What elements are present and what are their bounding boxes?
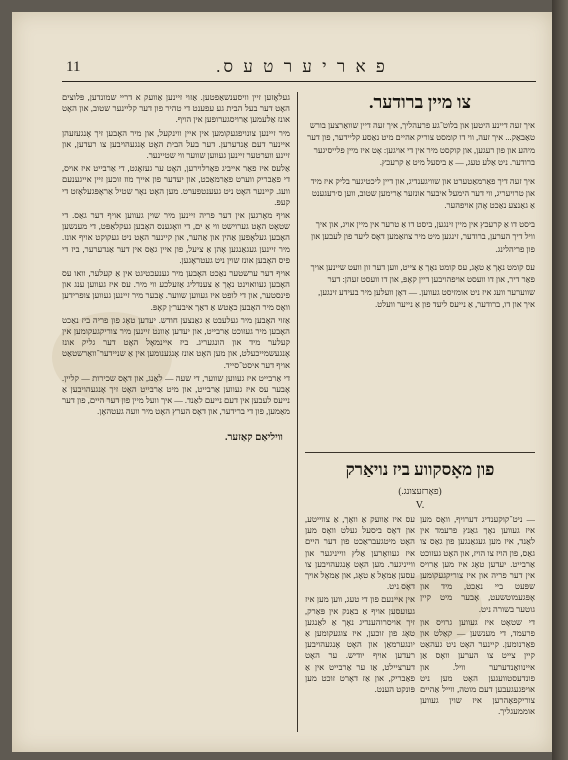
column-divider [297,92,298,732]
poem-stanza: ביסט דו אַ קרעכץ אין מיין זינגען, ביסט דו אַ טרער אין מיין אויג, און איך וויל דיך הערען, ברודער, זינגען מיט מיר צוזאַמען דאָס ליעד פון לעבען און פון פריהלינג. [310,219,535,254]
story-chapter: V. [415,500,425,511]
story-subtitle: (פאָרזעצונג.) [398,486,442,496]
book-spine [552,0,568,760]
poem-title: צו מיין ברודער. [368,92,472,112]
paragraph: — ניט־קוקענדיג דערויף, וואָס מען איז געווען נאָך גאַנץ פרעמד אין לאַנד, איז מען געגאַנגען פון גאַס צו גאַס, פון הויז צו הויז, און האָט געזוכט אַרבייט. יעדען טאָג איז מען אַרויס אין דער פריה און איז צוריקגעקומען שפּעט ביי נאַכט, מיד און אָפּגעמוטשעט, אָבער מיט קיין גוטער בשורה ניט. [420,515,535,614]
paragraph: די שטאָט איז געווען גרויס און פרעמד, די מענשען — קאַלט און פאַרנומען. קיינער האָט ניט געהאַט קיין צייט צו הערען וואָס אַן איינוואַנדערער וויל. און פונדעסטוועגען האָט מען ניט אויפגעגעבען דעם מוטה, ווייל אַהיים צוריקפאָהרען איז שוין געווען אוממעגליך. [420,617,535,717]
story-middle-column [305,514,415,736]
page-number: 11 [66,59,81,75]
poem-body [305,120,535,318]
paragraph: געלאָזען זיין וויסענשאַפטען. אַזוי זיינען אַוועק א דריי שמונדען, פּלוצים האָט דער בעל הבית גע עפענט די טהיר פון דער קליינער שטוב, און האָט אונז אַלעמען אַרויסגערופען אין הויף. [62,93,290,125]
poem-author: וויליאַם קאַזער. [225,432,283,443]
poem-stanza: עס קומט נאָך אַ טאָג, עס קומט נאָך אַ צייט, ווען דער זון וועט שיינען אויך פאַר דיר, און דו וועסט אויפהויבען דיין קאָפּ, און דו וועסט זעהן: דער שווערער וועג איז ניט אומזיסט געווען. — דאָן וועלען מיר בעידע זינגען, איך און דו, ברודער, אַ נייעס ליעד פון אַ נייער וועלט. [310,263,535,310]
paragraph: אַלעס איז פאַר אייביג פאַרלוירען, האָט ער געזאָגט, די אַרבייט איז אויס, די פאַבריק ווערט פאַרמאַכט, און יעדער פון אייך מוז זוכען זיין אייגענעם וועג. קיינער האָט ניט געענטפערט. מען האָט נאָר שטיל אַראָפּגעלאָזט די קעפּ. [62,164,290,207]
section-divider [305,452,535,453]
story-right-column [420,514,535,736]
masthead: פ א ר י ע ר ט ע ס. [216,57,388,76]
paragraph: די אַרבייט איז געווען שווער, די שעה — לאַנג, און דאָס שכירות — קליין. אָבער עס איז געווען אַרבייט, און מיט אַרבייט האָט זיך אָנגעהויבען אַ נייעס לעבען אין דעם נייעם לאַנד. — איך וועל מיין פון דער היים, פון דער מאַמען, פון די ברידער, און דאָס הערץ האָט מיר וועה געטהאָן. [62,373,290,417]
page-header [62,55,536,82]
paragraph: אין איינעם פון די טעג, ווען מען איז געזעסען אויף אַ באַנק אין פּאַרק, זיך אויסרוהענדיג נאָך אַ לאַנגען טאָג פון זוכען, איז צוגעקומען אַ יונגערמאַן און האָט אָנגעהויבען רעדען אויף יודיש. ער האָט דערציילט, אַז ער אַרבייט אין אַ פאַבריק, און אַז דאָרט זוכט מען פּונקט הענט. [305,595,415,695]
poem-stanza: איך זעה דיך פאַרמאַטערט און שוויגענדיג, און דיין ליכטיגער בליק איז מיד און טרויעריג, ווי דער הימעל איבער אונזער אַרימען שטוב, ווען ס׳רעגענט אַ גאַנצע נאַכט אָהן אויפהער. [310,176,535,211]
paragraph: עס איז אַוועק אַ וואָך, אַ צווייטע, און דאָס ביסעל געלט וואָס מען האָט מיטגעבראַכט פון דער היים איז געוואָרען אַלץ ווייניגער און ווייניגער. מען האָט אָנגעהויבען צו עסען אַמאָל אַ טאָג, און אַמאָל אויך דאָס ניט. [305,515,415,592]
left-column [62,92,290,732]
paragraph: מיר זיינען צונויפגעקומען אין איין ווינקעל, און מיר האָבען זיך אָנגעזעהן איינער דעם אַנדערען. דער בעל הבית האָט אָנגעהויבען צו רעדען, און זיינע ווערטער זיינען געווען שווער ווי שטיינער. [62,128,290,161]
paragraph: אויף מאָרגען אין דער פריה זיינען מיר שוין געווען אויף דער גאַס. די שטאָט האָט גערוישט ווי אַ ים, די וואָגענס האָבען געקלאַפּט, די מענשען האָבען געלאָפען אַהין און אַהער, און קיינער האָט ניט געקוקט אויף אונז. מיר זיינען געגאַנגען אָהן אַ ציעל, פון איין גאַס אין דער אַנדערער, ביז די פיס האָבען אונז שוין ניט געטראָגען. [62,211,290,265]
poem-stanza: איך זעה דיינע היטען און בלוט־גע פרעהליך, איך זעה דיין שוואַרצען בורש טאַבאַק... איך זעה, ווי דו קומסט צוריק אהיים מיט נאַסע קליידער, פון דער מיהע און פון רעגען, און קוקסט מיר אין די אויגען: אָט איז מיין פלייסיגער ברודער. ניט אַלע טעג, — אַ ביסעל מיט אַ קרעכץ. [307,121,535,168]
paragraph: אויף דער ערשטער נאַכט האָבען מיר גענעכטיגט אין אַ קעלער, וואו עס האָבען געוואוינט נאָך אַ צענדליג אַזעלכע ווי מיר. עס איז געווען ענג און פינסטער, און די לופט איז געווען שווער. אָבער מיר זיינען געווען צופרידען וואָס מיר האָבען כאָטש אַ דאַך איבער׳ן קאָפּ. [62,269,290,312]
story-title: פון מאָסקווע ביז נויאַרק [345,460,495,479]
paragraph: אַזוי האָבען מיר געלעבט אַ גאַנצען חודש. יעדען טאָג פון פריה ביז נאַכט האָבען מיר געזוכט אַרבייט, און יעדען אָוונט זיינען מיר צוריקגעקומען אין קעלער מיד און הונגעריג. ביז איינמאָל האָט דער גליק אונז אָנגעשמייכעלט, און מען האָט אונז אָנגענומען אין אַ שניידער־וואַרשטאַט אויף דער איסט־סייד. [62,315,290,370]
